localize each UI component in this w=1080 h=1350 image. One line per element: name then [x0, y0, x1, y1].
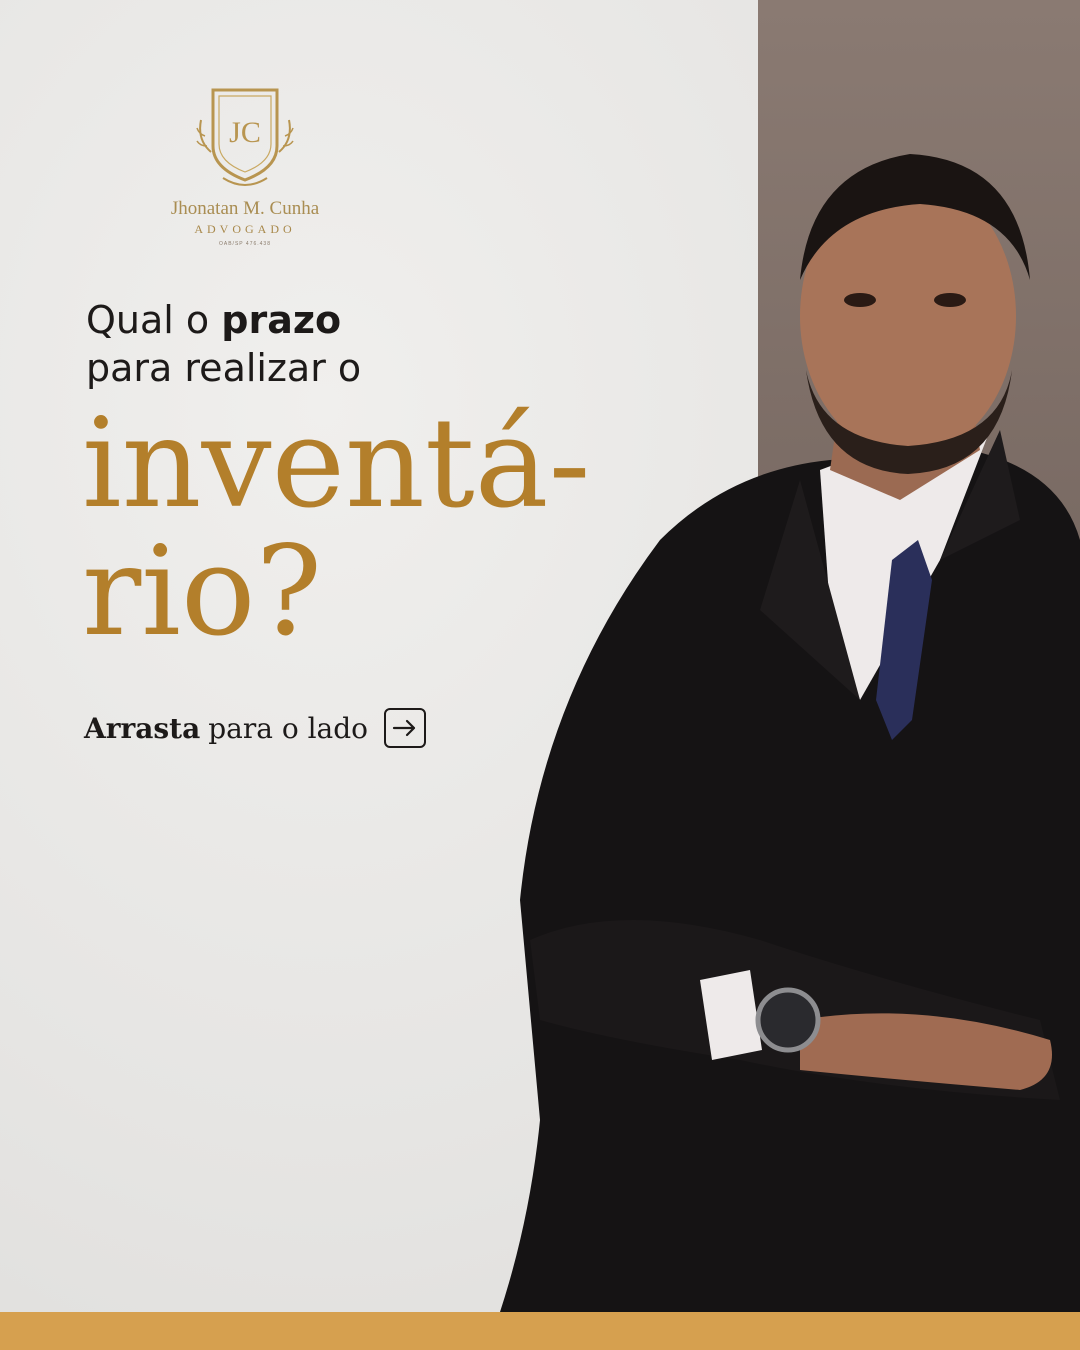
- swipe-hint[interactable]: [84, 708, 426, 748]
- question-text: [86, 296, 361, 392]
- question-line-2: para realizar o: [86, 346, 362, 390]
- brand-role: ADVOGADO: [194, 222, 296, 236]
- question-line-1: [86, 296, 361, 344]
- crest-icon: [193, 82, 297, 194]
- question-prefix: Qual o: [86, 298, 222, 342]
- brand-name: Jhonatan M. Cunha: [170, 198, 320, 219]
- swipe-text: para o lado: [208, 711, 369, 745]
- logo: [160, 82, 330, 247]
- headline-line-1: inventá-: [82, 392, 591, 536]
- monogram-text: JC: [229, 116, 261, 149]
- bottom-accent-bar: [0, 1312, 1080, 1350]
- lawyer-photo: [500, 140, 1080, 1312]
- headline-line-2: rio?: [82, 520, 323, 664]
- arrow-right-icon[interactable]: [384, 708, 426, 748]
- question-bold: prazo: [221, 298, 342, 342]
- brand-registration: OAB/SP 476.438: [219, 241, 271, 247]
- swipe-bold: Arrasta: [84, 711, 201, 745]
